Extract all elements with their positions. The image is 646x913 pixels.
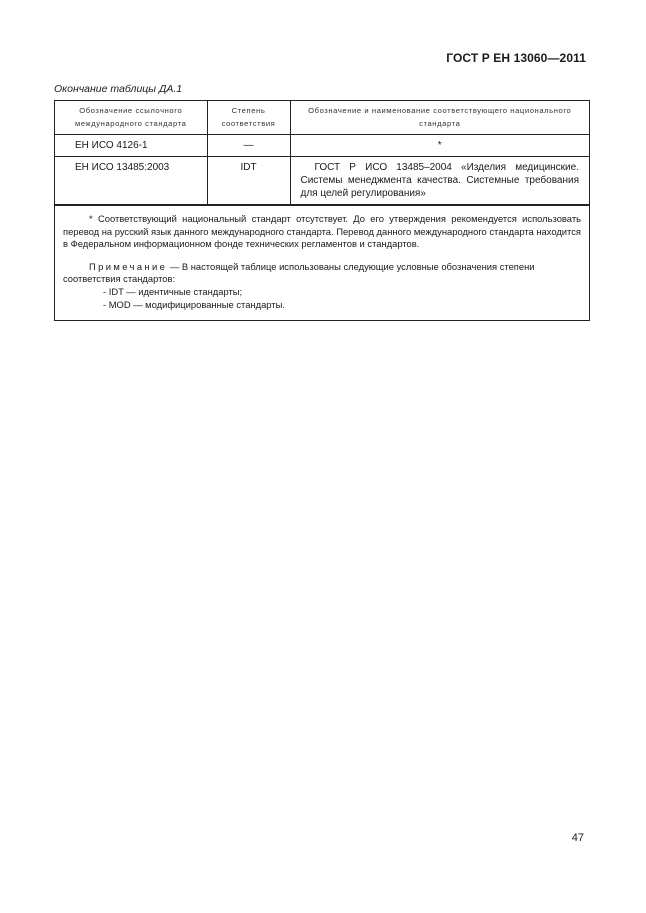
table-caption: Окончание таблицы ДА.1 bbox=[54, 83, 183, 95]
table-notes bbox=[55, 205, 589, 320]
table-row bbox=[55, 135, 589, 157]
note-item-mod: - MOD — модифицированные стандарты. bbox=[103, 298, 285, 310]
column-header-degree: Степень соответствия bbox=[207, 101, 290, 135]
footnote: * Соответствующий национальный стандарт отсутствует. До его утверждения рекомендуется использовать перевод на русский язык данного международного стандарта. Перевод данного международного стандарта находится в Федеральном информационном фонде технических регламентов и стандартов. bbox=[63, 213, 581, 250]
page-number: 47 bbox=[571, 832, 584, 844]
national-standard-cell: ГОСТ Р ИСО 13485–2004 «Изделия медицинские. Системы менеджмента качества. Системные требования для целей регулирования» bbox=[290, 157, 589, 205]
degree-cell: — bbox=[207, 135, 290, 157]
note-paragraph bbox=[63, 261, 581, 286]
table-header-row bbox=[55, 101, 589, 135]
column-header-national: Обозначение и наименование соответствующего национального стандарта bbox=[290, 101, 589, 135]
note-label: Примечание bbox=[89, 260, 168, 272]
document-code: ГОСТ Р ЕН 13060—2011 bbox=[446, 51, 586, 65]
reference-cell: ЕН ИСО 13485:2003 bbox=[55, 157, 207, 205]
column-header-reference: Обозначение ссылочного международного стандарта bbox=[55, 101, 207, 135]
table-row bbox=[55, 157, 589, 205]
reference-table bbox=[54, 100, 590, 321]
degree-cell: IDT bbox=[207, 157, 290, 205]
reference-cell: ЕН ИСО 4126-1 bbox=[55, 135, 207, 157]
national-standard-cell: * bbox=[290, 135, 589, 157]
note-text: — В настоящей таблице использованы следующие условные обозначения степени соответствия стандартов: bbox=[63, 260, 535, 285]
note-item-idt: - IDT — идентичные стандарты; bbox=[103, 285, 243, 297]
